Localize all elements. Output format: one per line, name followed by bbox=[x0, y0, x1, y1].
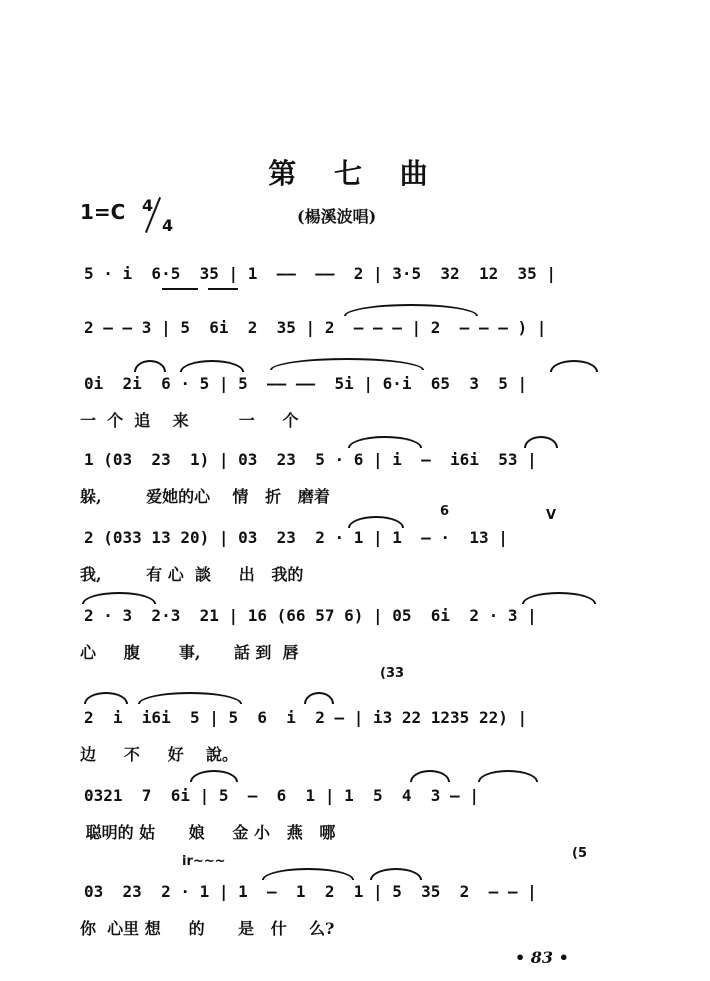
lyric-line: 聪明的 姑 娘 金 小 燕 哪 bbox=[80, 823, 336, 842]
slur-mark bbox=[138, 692, 242, 704]
time-denominator: 4 bbox=[162, 216, 174, 235]
music-system-4 bbox=[0, 448, 710, 526]
lyric-line: 躲, 爱她的心 情 折 磨着 bbox=[80, 487, 330, 506]
trill-mark: ir~~~ bbox=[182, 854, 226, 869]
time-signature bbox=[140, 196, 180, 236]
singer-credit: (楊溪波唱) bbox=[297, 207, 377, 226]
slur-mark bbox=[84, 692, 128, 704]
lyric-line: 我, 有 心 談 出 我的 bbox=[80, 565, 304, 584]
final-interlude-marker: (5 bbox=[572, 846, 587, 861]
notation-line: 03 23 2 · 1 | 1 — 1 2 1 | 5 35 2 — — | bbox=[84, 882, 537, 901]
page-number: • 83 • bbox=[515, 948, 569, 967]
beat-underline bbox=[162, 288, 198, 290]
time-numerator: 4 bbox=[142, 196, 154, 215]
lyric-line: 心 腹 事, 話 到 唇 bbox=[80, 643, 299, 662]
music-system-3 bbox=[0, 372, 710, 450]
lyric-line: 你 心里 想 的 是 什 么? bbox=[80, 919, 335, 938]
beat-underline bbox=[208, 288, 238, 290]
slur-mark bbox=[304, 692, 334, 704]
notation-line: 5 · i 6·5 35 | 1 —— —— 2 | 3·5 32 12 35 | bbox=[84, 264, 557, 283]
slur-mark bbox=[262, 868, 354, 880]
lyric-line: 边 不 好 說。 bbox=[80, 745, 238, 764]
notation-line: 2 i i6i 5 | 5 6 i 2 — | i3 22 1235 22) | bbox=[84, 708, 528, 727]
song-title: 第 七 曲 bbox=[268, 157, 442, 190]
notation-line: 2 — — 3 | 5 6i 2 35 | 2 — — — | 2 — — — ) | bbox=[84, 318, 547, 337]
key-signature: 1=C bbox=[80, 200, 126, 224]
lyric-line: 一 个 追 来 一 个 bbox=[80, 411, 299, 430]
music-system-6 bbox=[0, 604, 710, 682]
notation-line: 2 · 3 2·3 21 | 16 (66 57 6) | 05 6i 2 · 3 | bbox=[84, 606, 537, 625]
interlude-marker: (33 bbox=[380, 666, 405, 681]
notation-line: 2 (033 13 20) | 03 23 2 · 1 | 1 — · 13 | bbox=[84, 528, 508, 547]
notation-line: 0i 2i 6 · 5 | 5 —— —— 5i | 6·i 65 3 5 | bbox=[84, 374, 528, 393]
slur-mark bbox=[370, 868, 422, 880]
grace-note-6: 6 bbox=[440, 504, 450, 519]
music-system-9 bbox=[0, 846, 710, 958]
music-system-7 bbox=[0, 666, 710, 784]
notation-line: 1 (03 23 1) | 03 23 5 · 6 | i — i6i 53 | bbox=[84, 450, 537, 469]
breath-mark: V bbox=[546, 508, 557, 523]
notation-line: 0321 7 6i | 5 — 6 1 | 1 5 4 3 — | bbox=[84, 786, 479, 805]
music-system-8 bbox=[0, 784, 710, 862]
